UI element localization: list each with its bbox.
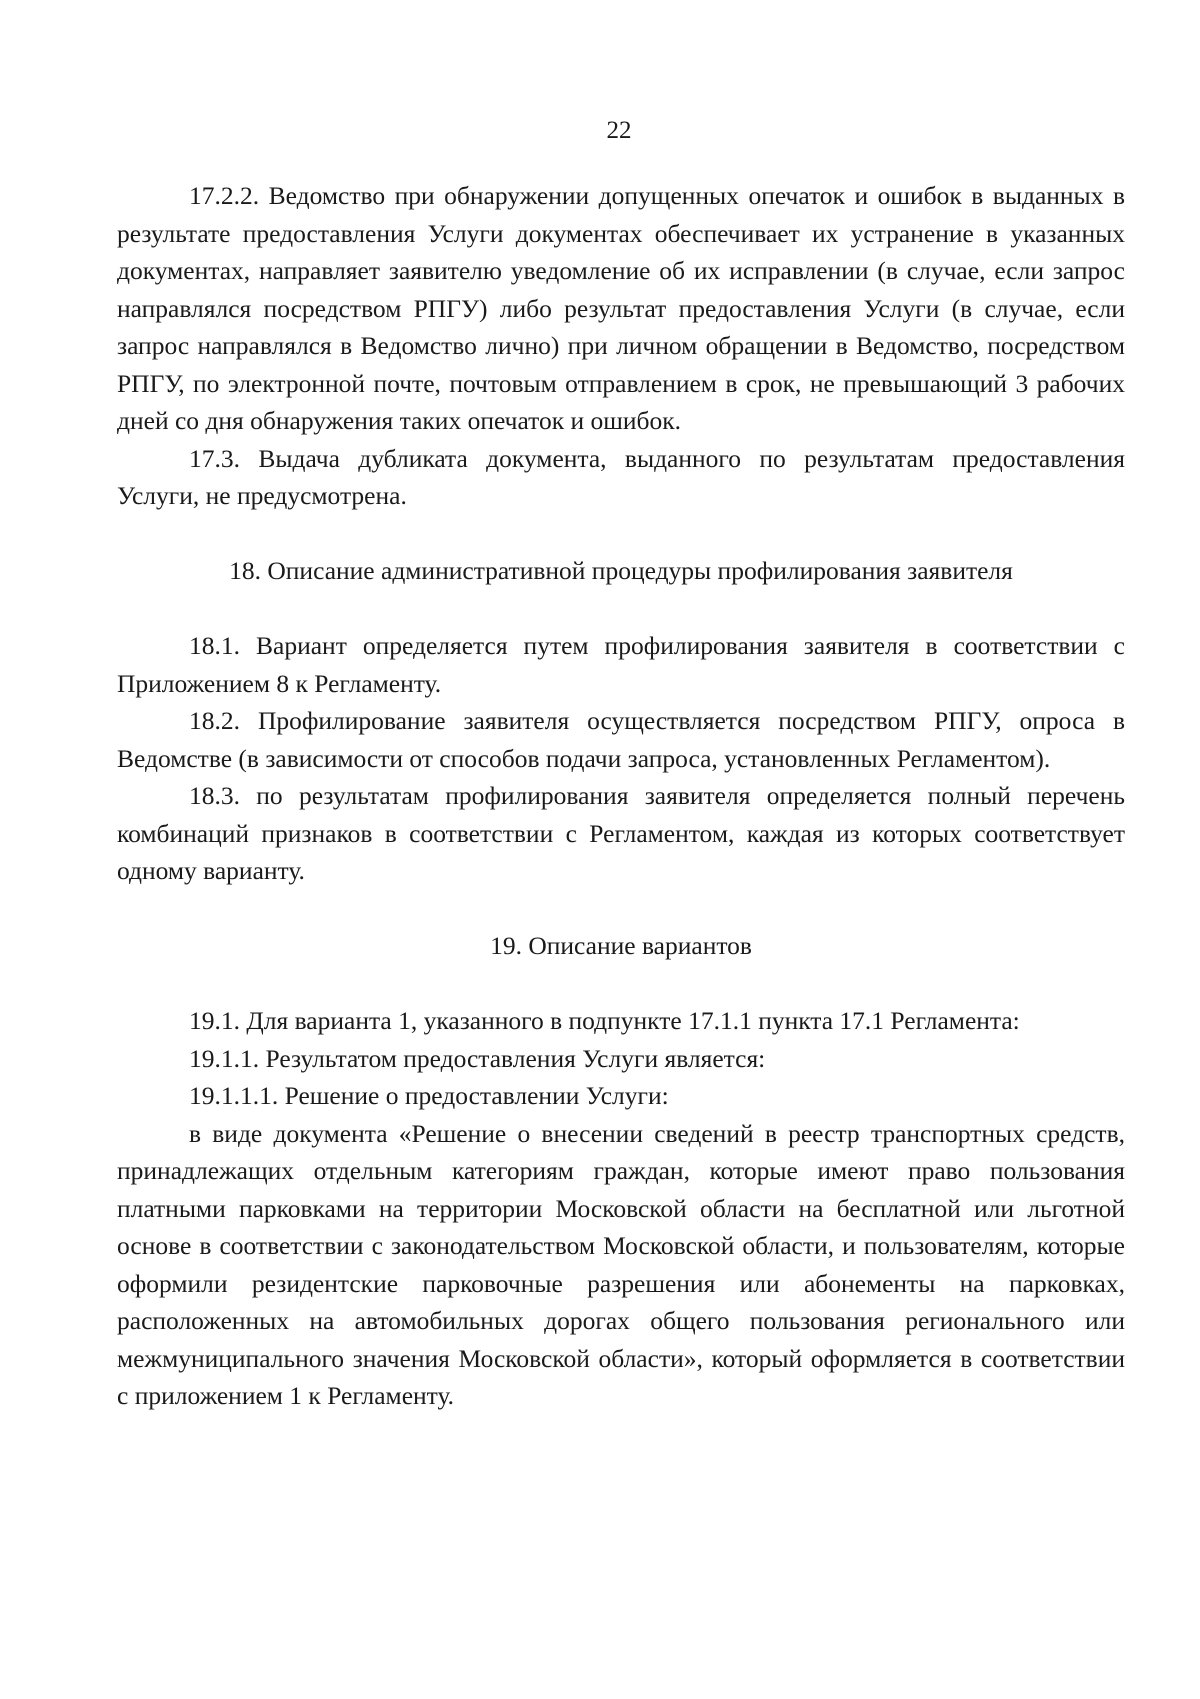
paragraph-18-3: 18.3. по результатам профилирования заявителя определяется полный перечень комбинаций признаков в соответствии с Регламентом, каждая из которых соответствует одному варианту. (117, 781, 1125, 885)
paragraph-19-1: 19.1. Для варианта 1, указанного в подпункте 17.1.1 пункта 17.1 Регламента: (189, 1006, 1020, 1035)
page-number: 22 (606, 117, 632, 144)
spacer (117, 515, 1125, 553)
paragraph-19-1-1-1: 19.1.1.1. Решение о предоставлении Услуги: (189, 1081, 669, 1110)
section-heading-19: 19. Описание вариантов (490, 931, 752, 960)
paragraph-18-1: 18.1. Вариант определяется путем профилирования заявителя в соответствии с Приложением 8 к Регламенту. (117, 631, 1125, 698)
section-heading-18: 18. Описание административной процедуры профилирования заявителя (229, 556, 1013, 585)
spacer (117, 965, 1125, 1003)
spacer (117, 590, 1125, 628)
paragraph-19-1-1: 19.1.1. Результатом предоставления Услуги является: (189, 1043, 766, 1073)
document-body (117, 177, 1125, 1415)
paragraph-18-2: 18.2. Профилирование заявителя осуществляется посредством РПГУ, опроса в Ведомстве (в зависимости от способов подачи запроса, установленных Регламентом). (117, 706, 1125, 773)
paragraph-decision-document: в виде документа «Решение о внесении сведений в реестр транспортных средств, принадлежащих отдельным категориям граждан, которые имеют право пользования платными парковками на территории Московской области на бесплатной или льготной основе в соответствии с законодательством Московской области, и пользователям, которые оформили резидентские парковочные разрешения или абонементы на парковках, расположенных на автомобильных дорогах общего пользования регионального или межмуниципального значения Московской области», который оформляется в соответствии с приложением 1 к Регламенту. (117, 1118, 1125, 1410)
paragraph-17-2-2: 17.2.2. Ведомство при обнаружении допущенных опечаток и ошибок в выданных в результате предоставления Услуги документах обеспечивает их устранение в указанных документах, направляет заявителю уведомление об их исправлении (в случае, если запрос направлялся посредством РПГУ) либо результат предоставления Услуги (в случае, если запрос направлялся в Ведомство лично) при личном обращении в Ведомство, посредством РПГУ, по электронной почте, почтовым отправлением в срок, не превышающий 3 рабочих дней со дня обнаружения таких опечаток и ошибок. (117, 181, 1125, 435)
spacer (117, 890, 1125, 928)
paragraph-17-3: 17.3. Выдача дубликата документа, выданного по результатам предоставления Услуги, не предусмотрена. (117, 443, 1125, 510)
